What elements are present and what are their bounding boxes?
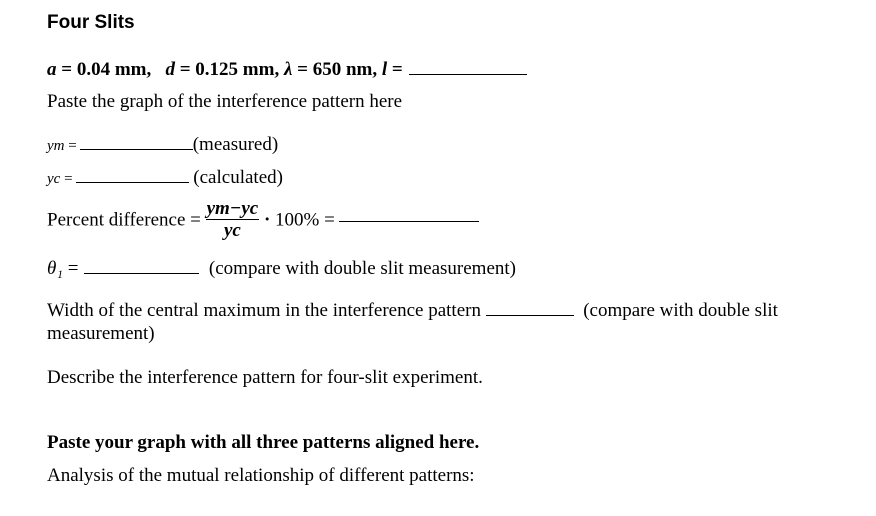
percent-label: Percent difference <box>47 209 186 231</box>
multiply-dot: · <box>263 209 271 231</box>
paste-interference-instruction: Paste the graph of the interference pattern here <box>47 91 403 112</box>
ym-line <box>47 134 278 156</box>
yc-line <box>47 167 283 189</box>
l-label: l <box>381 59 388 80</box>
l-eq: = <box>387 59 403 80</box>
percent-fraction <box>206 199 260 242</box>
theta-label: θ₁ <box>47 258 63 279</box>
paste-all-instruction: Paste your graph with all three patterns aligned here. <box>47 432 480 453</box>
ym-eq: = <box>64 138 77 154</box>
d-label: d <box>165 59 175 80</box>
analysis-prompt: Analysis of the mutual relationship of different patterns: <box>47 465 475 486</box>
theta-line <box>47 258 516 280</box>
a-value: = 0.04 mm, <box>56 59 152 80</box>
parameters-line <box>47 59 527 81</box>
fraction-numerator: ym−yc <box>206 198 259 219</box>
percent-line <box>47 199 479 242</box>
fraction-denominator: yc <box>223 220 241 241</box>
yc-blank[interactable] <box>76 181 189 183</box>
width-note-continued: measurement) <box>47 323 155 344</box>
describe-instruction: Describe the interference pattern for four-slit experiment. <box>47 367 483 388</box>
width-line <box>47 300 778 322</box>
yc-note: (calculated) <box>193 167 283 188</box>
percent-blank[interactable] <box>339 220 479 222</box>
theta-eq: = <box>62 258 79 279</box>
percent-eq2: = <box>319 209 335 231</box>
ym-label: ym <box>47 138 65 154</box>
lambda-symbol: λ <box>283 59 293 80</box>
width-blank[interactable] <box>486 314 574 316</box>
section-title: Four Slits <box>47 12 135 33</box>
a-label: a <box>47 59 57 80</box>
l-blank[interactable] <box>409 73 527 75</box>
width-text: Width of the central maximum in the interference pattern <box>47 300 481 321</box>
hundred-percent: 100% <box>275 209 320 231</box>
d-value: = 0.125 mm, <box>174 59 280 80</box>
yc-eq: = <box>60 171 73 187</box>
width-note: (compare with double slit <box>583 300 778 321</box>
theta-blank[interactable] <box>84 272 199 274</box>
lambda-value: = 650 nm, <box>292 59 378 80</box>
ym-blank[interactable] <box>80 148 193 150</box>
yc-label: yc <box>47 171 61 187</box>
percent-eq: = <box>185 209 201 231</box>
ym-note: (measured) <box>192 134 279 155</box>
theta-note: (compare with double slit measurement) <box>208 258 516 279</box>
